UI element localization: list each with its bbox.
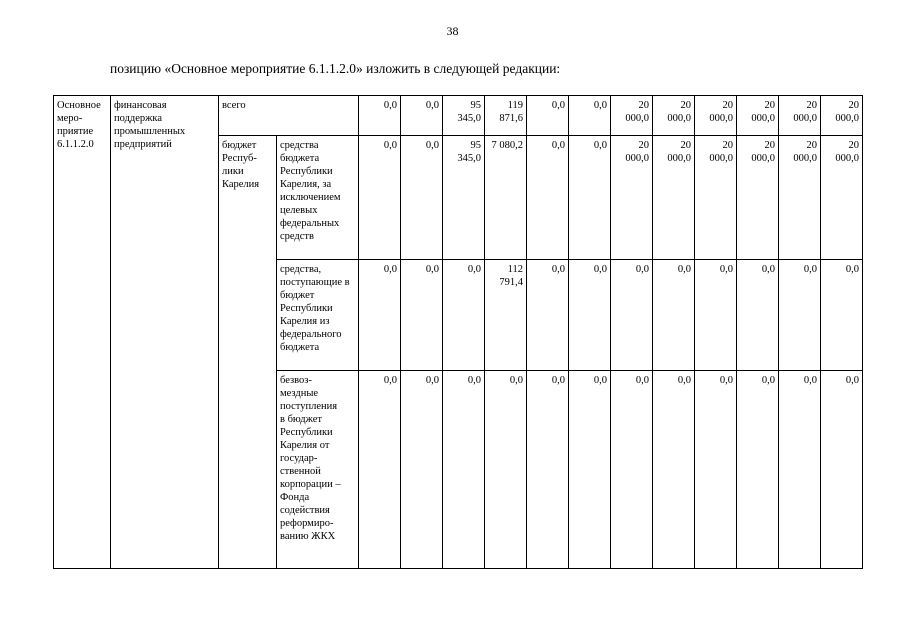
value-cell: 0,0 bbox=[443, 371, 485, 569]
value-cell: 0,0 bbox=[737, 260, 779, 371]
value-cell: 0,0 bbox=[401, 96, 443, 136]
value-cell: 20 000,0 bbox=[779, 96, 821, 136]
value-cell: 0,0 bbox=[653, 371, 695, 569]
activity-cell bbox=[54, 96, 111, 569]
value-cell: 0,0 bbox=[527, 136, 569, 260]
description-cell: финансовая поддержка промышленных предприятий bbox=[111, 96, 219, 569]
value-cell: 0,0 bbox=[527, 371, 569, 569]
row-label-federal: средства, поступающие в бюджет Республики Карелия из федерального бюджета bbox=[277, 260, 359, 371]
budget-label-cell bbox=[219, 136, 277, 569]
row-label-fund bbox=[277, 371, 359, 569]
value-cell: 0,0 bbox=[779, 371, 821, 569]
value-cell: 95 345,0 bbox=[443, 96, 485, 136]
value-cell: 7 080,2 bbox=[485, 136, 527, 260]
value-cell: 20 000,0 bbox=[821, 136, 863, 260]
value-cell: 0,0 bbox=[359, 136, 401, 260]
value-cell: 0,0 bbox=[695, 260, 737, 371]
fund-label-line: содействия bbox=[280, 505, 330, 516]
activity-line: меро- bbox=[57, 113, 83, 124]
budget-label-line: Карелия bbox=[222, 179, 260, 190]
value-cell: 20 000,0 bbox=[611, 136, 653, 260]
fund-label-line: мездные bbox=[280, 388, 319, 399]
value-cell: 0,0 bbox=[485, 371, 527, 569]
fund-label-line: Карелия от bbox=[280, 440, 330, 451]
row-label-total: всего bbox=[219, 96, 359, 136]
value-cell: 0,0 bbox=[695, 371, 737, 569]
value-cell: 95 345,0 bbox=[443, 136, 485, 260]
value-cell: 0,0 bbox=[401, 136, 443, 260]
value-cell: 0,0 bbox=[611, 371, 653, 569]
value-cell: 20 000,0 bbox=[653, 136, 695, 260]
row-label-regional: средства бюджета Республики Карелия, за исключением целевых федеральных средств bbox=[277, 136, 359, 260]
value-cell: 0,0 bbox=[821, 260, 863, 371]
activity-line: 6.1.1.2.0 bbox=[57, 139, 94, 150]
fund-label-line: ственной bbox=[280, 466, 321, 477]
value-cell: 20 000,0 bbox=[695, 96, 737, 136]
activity-line: Основное bbox=[57, 100, 101, 111]
value-cell: 0,0 bbox=[401, 260, 443, 371]
value-cell: 0,0 bbox=[569, 136, 611, 260]
value-cell: 0,0 bbox=[653, 260, 695, 371]
value-cell: 0,0 bbox=[443, 260, 485, 371]
value-cell: 112 791,4 bbox=[485, 260, 527, 371]
value-cell: 0,0 bbox=[737, 371, 779, 569]
value-cell: 0,0 bbox=[611, 260, 653, 371]
fund-label-line: безвоз- bbox=[280, 375, 312, 386]
table-row-total bbox=[54, 96, 863, 136]
value-cell: 20 000,0 bbox=[653, 96, 695, 136]
page-number: 38 bbox=[446, 24, 459, 38]
fund-label-line: корпорации – bbox=[280, 479, 341, 490]
fund-label-line: Республики bbox=[280, 427, 333, 438]
fund-label-line: в бюджет bbox=[280, 414, 322, 425]
value-cell: 0,0 bbox=[359, 260, 401, 371]
value-cell: 0,0 bbox=[359, 96, 401, 136]
value-cell: 0,0 bbox=[527, 260, 569, 371]
value-cell: 20 000,0 bbox=[695, 136, 737, 260]
value-cell: 20 000,0 bbox=[737, 136, 779, 260]
value-cell: 0,0 bbox=[569, 260, 611, 371]
value-cell: 119 871,6 bbox=[485, 96, 527, 136]
value-cell: 0,0 bbox=[569, 96, 611, 136]
value-cell: 20 000,0 bbox=[779, 136, 821, 260]
fund-label-line: государ- bbox=[280, 453, 318, 464]
fund-label-line: ванию ЖКХ bbox=[280, 531, 336, 542]
value-cell: 0,0 bbox=[821, 371, 863, 569]
value-cell: 0,0 bbox=[359, 371, 401, 569]
value-cell: 20 000,0 bbox=[821, 96, 863, 136]
budget-label-line: лики bbox=[222, 166, 244, 177]
value-cell: 0,0 bbox=[401, 371, 443, 569]
fund-label-line: реформиро- bbox=[280, 518, 334, 529]
fund-label-line: поступления bbox=[280, 401, 338, 412]
value-cell: 0,0 bbox=[569, 371, 611, 569]
fund-label-line: Фонда bbox=[280, 492, 310, 503]
value-cell: 0,0 bbox=[527, 96, 569, 136]
value-cell: 20 000,0 bbox=[611, 96, 653, 136]
value-cell: 0,0 bbox=[779, 260, 821, 371]
activity-line: приятие bbox=[57, 126, 94, 137]
budget-label-line: Респуб- bbox=[222, 153, 257, 164]
intro-text: позицию «Основное мероприятие 6.1.1.2.0» изложить в следующей редакции: bbox=[110, 61, 561, 76]
budget-table bbox=[53, 95, 863, 569]
budget-label-line: бюджет bbox=[222, 140, 257, 151]
value-cell: 20 000,0 bbox=[737, 96, 779, 136]
